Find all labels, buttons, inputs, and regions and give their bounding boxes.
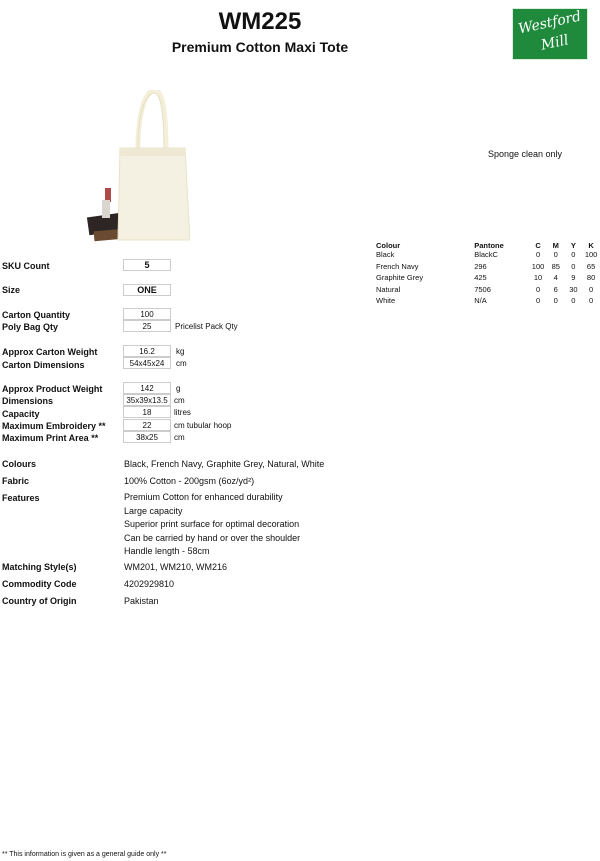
k-value: 80 xyxy=(586,273,596,282)
header-c: C xyxy=(535,240,541,250)
pantone-value: N/A xyxy=(474,296,487,305)
commodity-code-value: 4202929810 xyxy=(124,579,175,589)
logo-text-line2: Mill xyxy=(539,32,571,54)
pantone-value: 296 xyxy=(474,261,487,271)
capacity-unit: litres xyxy=(174,408,191,417)
poly-bag-qty-note: Pricelist Pack Qty xyxy=(175,322,238,331)
product-weight-value: 142 xyxy=(123,382,171,394)
product-image xyxy=(80,90,190,250)
table-row xyxy=(376,285,600,297)
capacity-value: 18 xyxy=(123,406,171,418)
colour-name: French Navy xyxy=(376,261,419,271)
k-value: 65 xyxy=(586,261,596,271)
size-label: Size xyxy=(2,285,21,295)
carton-weight-unit: kg xyxy=(176,347,185,356)
max-embroidery-unit: cm tubular hoop xyxy=(174,421,232,430)
feature-item: Can be carried by hand or over the shoulder xyxy=(124,532,301,543)
brand-logo xyxy=(512,8,588,60)
logo-text-line1: Westford xyxy=(517,8,583,38)
max-embroidery-value: 22 xyxy=(123,419,171,431)
m-value: 0 xyxy=(553,296,558,305)
c-value: 0 xyxy=(535,296,541,305)
feature-item: Large capacity xyxy=(124,505,183,516)
pantone-value: 425 xyxy=(474,273,487,282)
prop-bottle xyxy=(105,188,111,202)
carton-dimensions-unit: cm xyxy=(176,359,187,368)
colours-label: Colours xyxy=(2,459,37,469)
dimensions-value: 35x39x13.5 xyxy=(123,394,171,406)
header-y: Y xyxy=(570,240,576,250)
c-value: 100 xyxy=(531,261,545,271)
feature-item: Premium Cotton for enhanced durability xyxy=(124,492,283,502)
matching-styles-label: Matching Style(s) xyxy=(2,562,77,572)
c-value: 0 xyxy=(535,250,541,259)
size-value: ONE xyxy=(123,284,171,296)
carton-weight-value: 16.2 xyxy=(123,345,171,357)
capacity-label: Capacity xyxy=(2,409,40,419)
features-label: Features xyxy=(2,493,40,503)
colour-name: Graphite Grey xyxy=(376,273,424,282)
pantone-value: 7506 xyxy=(474,284,491,294)
table-row xyxy=(376,296,600,308)
header-colour: Colour xyxy=(376,240,401,250)
y-value: 0 xyxy=(571,261,576,271)
matching-styles-value: WM201, WM210, WM216 xyxy=(124,562,228,572)
commodity-code-label: Commodity Code xyxy=(2,579,77,589)
table-row xyxy=(376,250,600,262)
pantone-value: BlackC xyxy=(474,250,498,259)
poly-bag-qty-label: Poly Bag Qty xyxy=(2,322,59,332)
carton-dimensions-value: 54x45x24 xyxy=(123,357,171,369)
product-weight-unit: g xyxy=(176,384,181,393)
y-value: 30 xyxy=(569,284,578,294)
colour-table xyxy=(376,240,600,308)
country-of-origin-label: Country of Origin xyxy=(2,596,77,606)
max-embroidery-label: Maximum Embroidery ** xyxy=(2,421,106,431)
header-k: K xyxy=(588,240,594,250)
product-title: Premium Cotton Maxi Tote xyxy=(171,39,349,55)
poly-bag-qty-value: 25 xyxy=(123,320,171,332)
header-m: M xyxy=(552,240,559,250)
y-value: 0 xyxy=(571,296,576,305)
care-instructions: Sponge clean only xyxy=(488,149,563,159)
features-list xyxy=(124,491,300,559)
m-value: 0 xyxy=(553,250,558,259)
fabric-value: 100% Cotton - 200gsm (6oz/yd²) xyxy=(124,476,255,486)
country-of-origin-value: Pakistan xyxy=(124,596,159,606)
m-value: 6 xyxy=(553,284,558,294)
k-value: 100 xyxy=(584,250,598,259)
m-value: 4 xyxy=(553,273,558,282)
carton-weight-label: Approx Carton Weight xyxy=(2,347,98,357)
table-row xyxy=(376,273,600,285)
c-value: 10 xyxy=(533,273,543,282)
colour-name: White xyxy=(376,296,396,305)
product-weight-label: Approx Product Weight xyxy=(2,384,103,394)
dimensions-label: Dimensions xyxy=(2,396,54,406)
sku-count-value: 5 xyxy=(123,259,171,271)
k-value: 0 xyxy=(589,296,594,305)
max-print-area-unit: cm xyxy=(174,433,185,442)
y-value: 9 xyxy=(571,273,576,282)
carton-quantity-label: Carton Quantity xyxy=(2,310,71,320)
carton-quantity-value: 100 xyxy=(123,308,171,320)
colours-value: Black, French Navy, Graphite Grey, Natural, White xyxy=(124,459,325,469)
max-print-area-label: Maximum Print Area ** xyxy=(2,433,99,443)
footer-disclaimer: ** This information is given as a general guide only ** xyxy=(2,851,167,858)
k-value: 0 xyxy=(589,284,594,294)
product-code: WM225 xyxy=(218,8,302,35)
colour-name: Natural xyxy=(376,284,401,294)
colour-name: Black xyxy=(376,250,395,259)
c-value: 0 xyxy=(535,284,541,294)
max-print-area-value: 38x25 xyxy=(123,431,171,443)
m-value: 85 xyxy=(551,261,560,271)
y-value: 0 xyxy=(571,250,576,259)
carton-dimensions-label: Carton Dimensions xyxy=(2,360,85,370)
colour-table-header xyxy=(376,240,600,250)
header-pantone: Pantone xyxy=(474,240,504,250)
feature-item: Handle length - 58cm xyxy=(124,546,210,556)
table-row xyxy=(376,262,600,274)
sku-count-label: SKU Count xyxy=(2,261,50,271)
dimensions-unit: cm xyxy=(174,396,185,405)
feature-item: Superior print surface for optimal decoration xyxy=(124,519,300,529)
fabric-label: Fabric xyxy=(2,476,30,486)
